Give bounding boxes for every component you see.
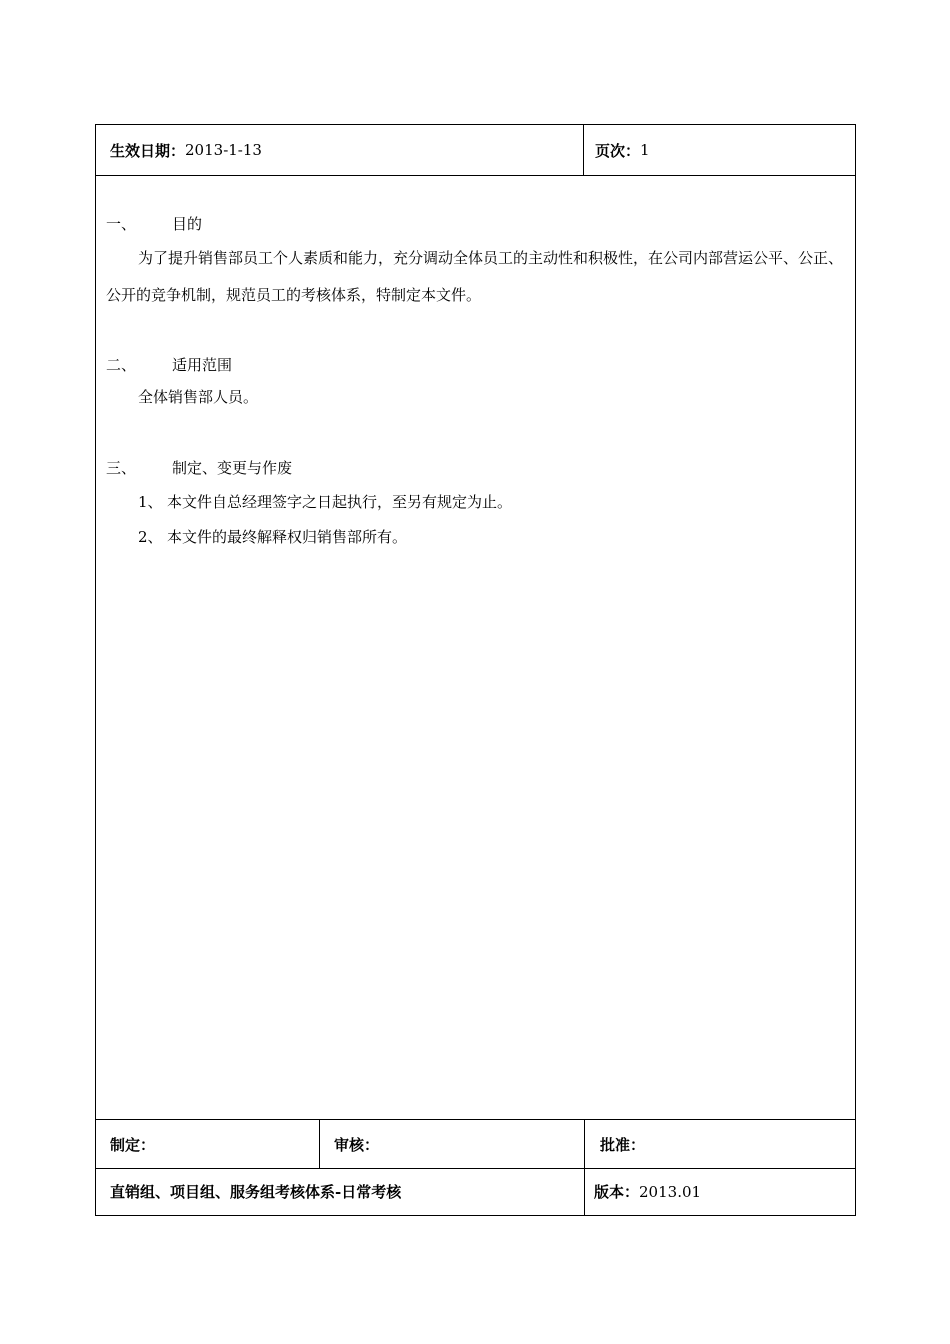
section-number: 二、	[106, 356, 137, 374]
effective-date-cell	[110, 125, 580, 175]
section-title: 制定、变更与作废	[172, 459, 293, 477]
section-number: 一、	[106, 215, 137, 233]
list-item-index: 2、	[138, 528, 163, 546]
page-number-cell	[595, 125, 845, 175]
section-number: 三、	[106, 459, 137, 477]
section-heading-establishment	[106, 458, 292, 478]
section-title: 目的	[172, 215, 203, 233]
list-item-text: 本文件的最终解释权归销售部所有。	[167, 528, 408, 546]
version-value: 2013.01	[639, 1182, 702, 1201]
list-item	[138, 527, 407, 547]
footer-row	[96, 1168, 855, 1215]
version-cell	[594, 1168, 844, 1215]
drafted-label: 制定：	[110, 1135, 156, 1154]
section-heading-scope	[106, 355, 232, 375]
reviewed-cell	[334, 1120, 574, 1168]
approved-cell	[600, 1120, 840, 1168]
signature-divider-2	[584, 1120, 585, 1168]
list-item	[138, 492, 512, 512]
reviewed-label: 审核：	[334, 1135, 380, 1154]
purpose-paragraph: 为了提升销售部员工个人素质和能力，充分调动全体员工的主动性和积极性，在公司内部营运公平、公正、公开的竞争机制，规范员工的考核体系，特制定本文件。	[106, 249, 844, 304]
document-title-cell	[110, 1168, 580, 1215]
document-frame	[95, 124, 856, 1216]
effective-date-label: 生效日期：	[110, 141, 186, 160]
drafted-cell	[110, 1120, 310, 1168]
page-value: 1	[640, 141, 650, 159]
list-item-index: 1、	[138, 493, 163, 511]
page-label: 页次：	[595, 141, 641, 160]
version-label: 版本：	[594, 1183, 640, 1201]
section-heading-purpose	[106, 214, 202, 234]
document-title: 直销组、项目组、服务组考核体系-日常考核	[110, 1183, 402, 1201]
signature-row	[96, 1119, 855, 1169]
effective-date-value: 2013-1-13	[185, 141, 262, 159]
approved-label: 批准：	[600, 1135, 646, 1154]
signature-divider-1	[319, 1120, 320, 1168]
section-title: 适用范围	[172, 356, 233, 374]
scope-paragraph: 全体销售部人员。	[138, 388, 259, 406]
header-divider	[583, 125, 584, 175]
list-item-text: 本文件自总经理签字之日起执行，至另有规定为止。	[167, 493, 513, 511]
document-body	[96, 176, 855, 1120]
footer-divider	[584, 1168, 585, 1215]
header-row	[96, 125, 855, 176]
